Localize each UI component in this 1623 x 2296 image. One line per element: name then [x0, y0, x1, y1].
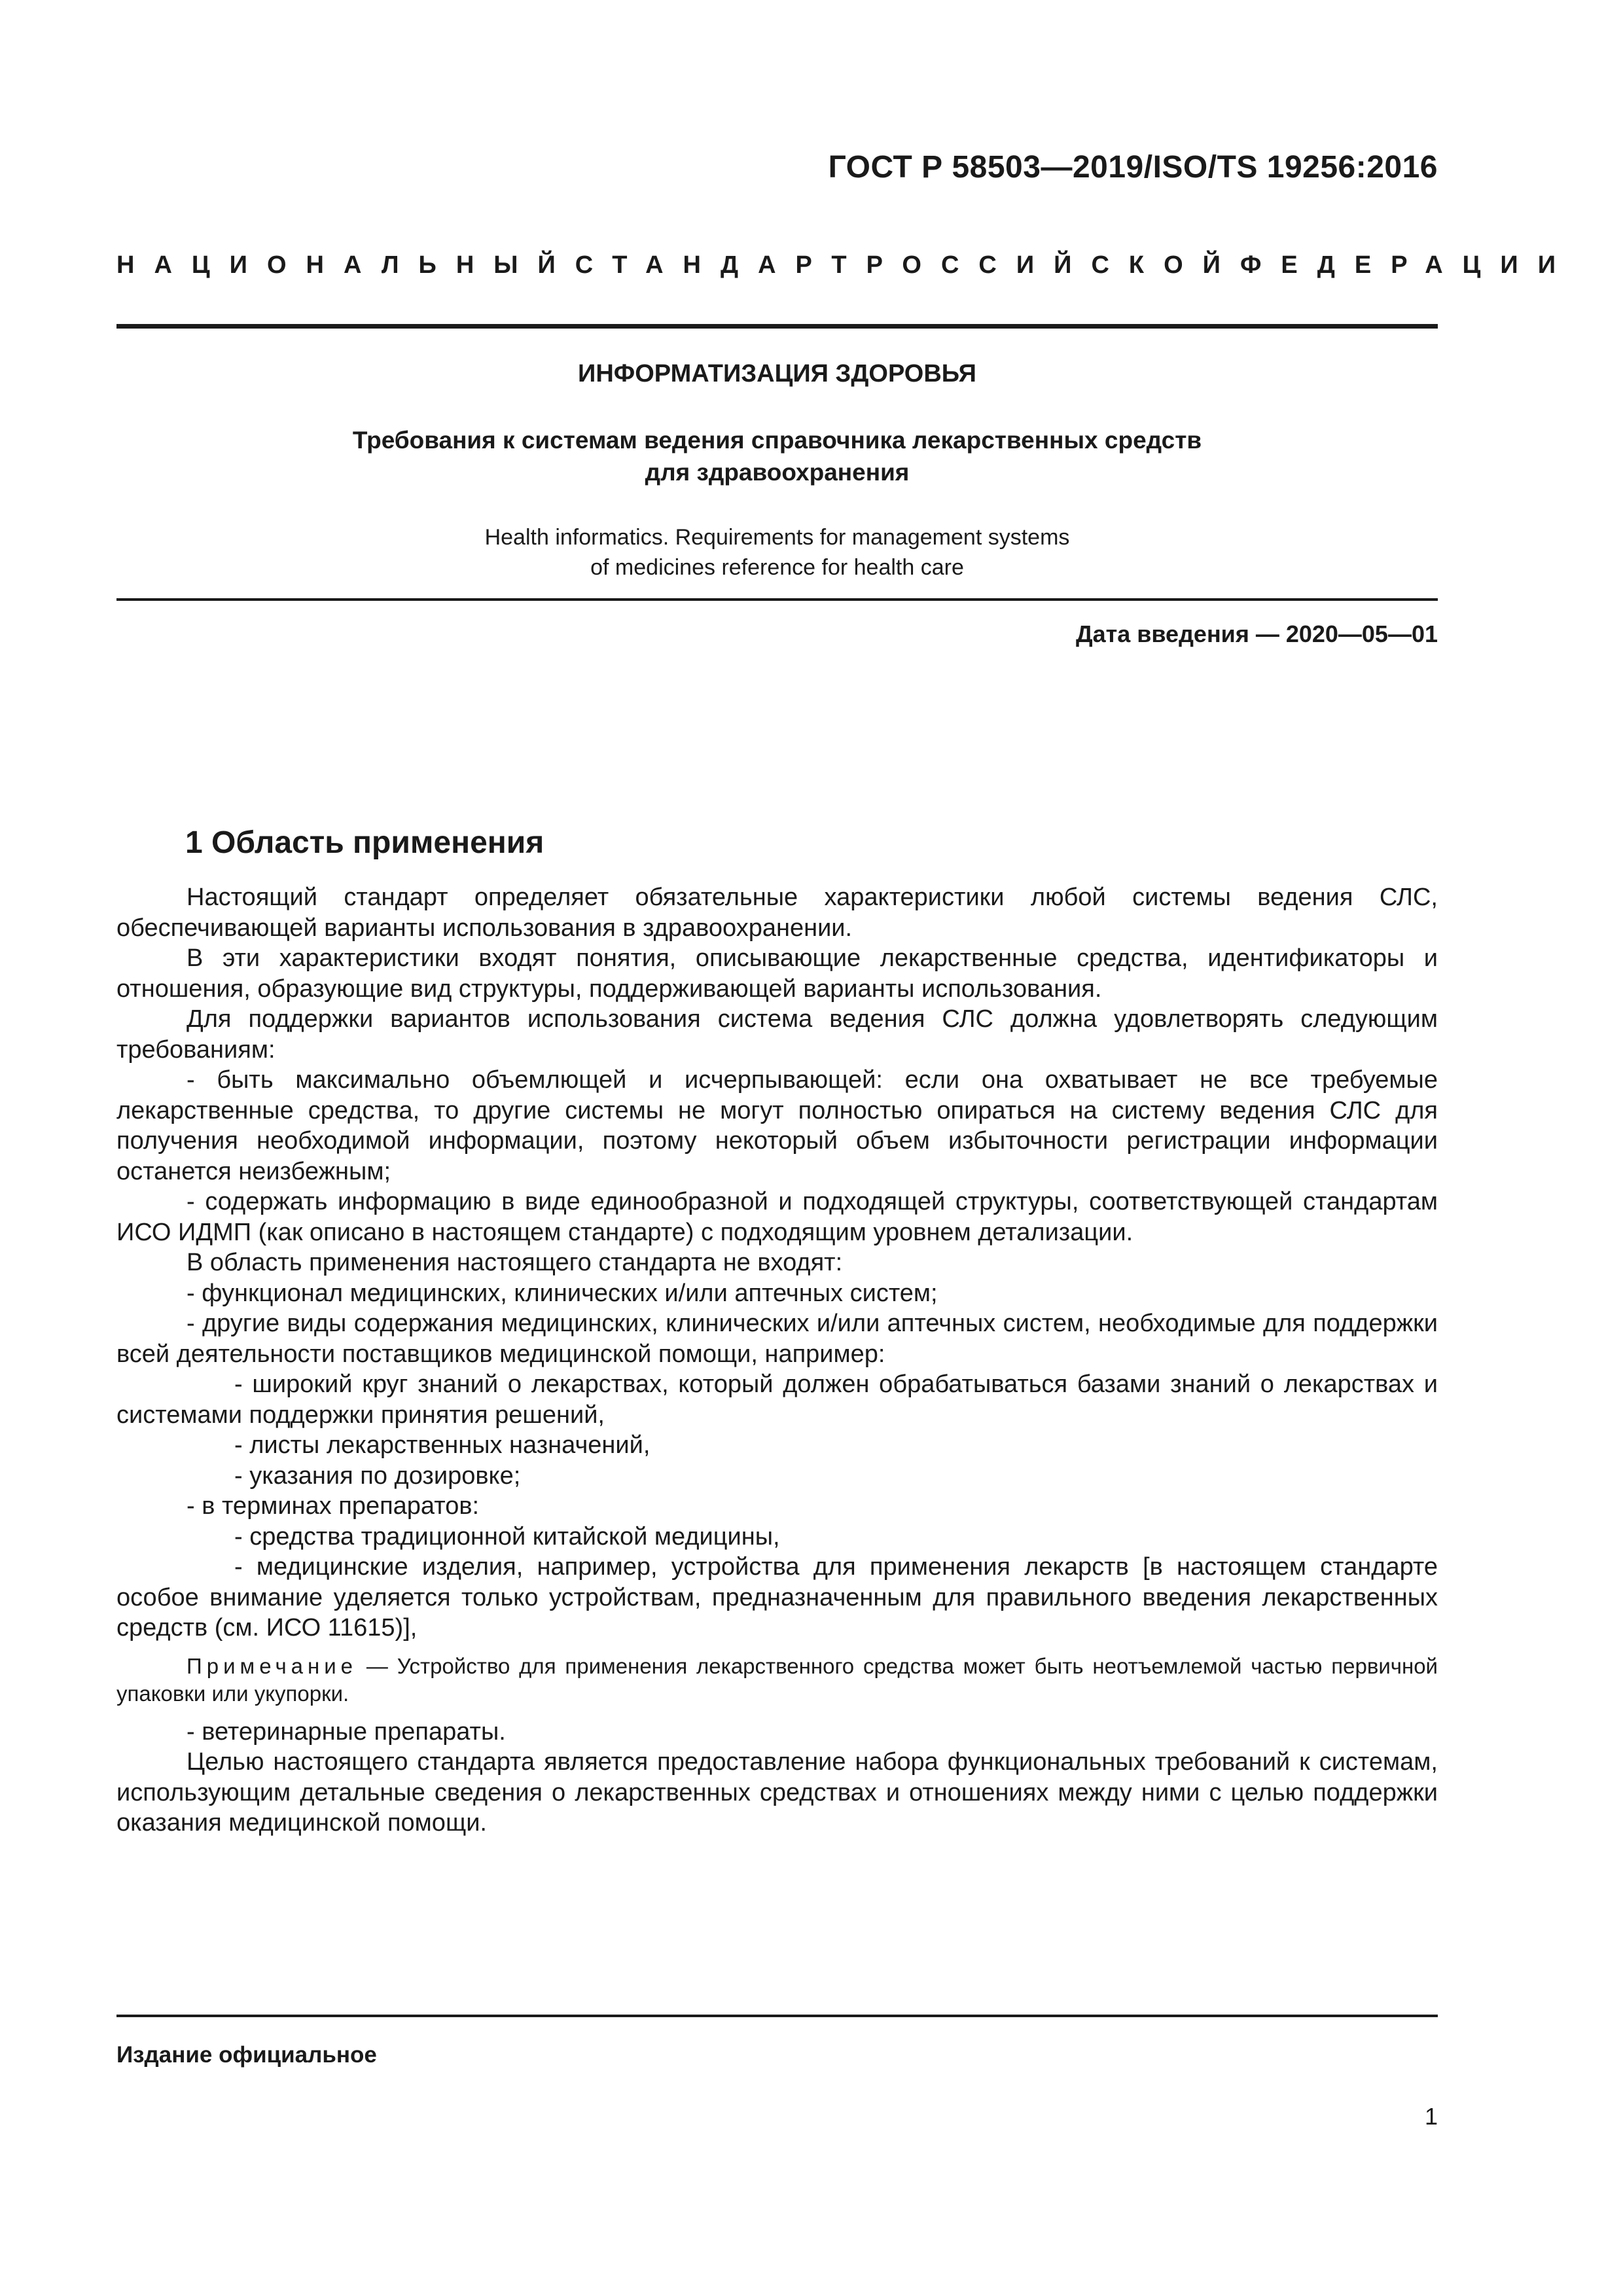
- paragraph: В эти характеристики входят понятия, описывающие лекарственные средства, идентификаторы и отношения, образующие вид структуры, поддерживающей варианты использования.: [116, 944, 1438, 1003]
- list-item: - широкий круг знаний о лекарствах, который должен обрабатываться базами знаний о лекарствах и системами поддержки принятия решений,: [116, 1371, 1438, 1429]
- header-divider: [116, 324, 1438, 329]
- list-item: - медицинские изделия, например, устройства для применения лекарств [в настоящем стандарте особое внимание уделяется только устройствам, предназначенным для правильного введения лекарственных средств (см. ИСО 11615)],: [116, 1553, 1438, 1641]
- title-divider: [116, 598, 1438, 601]
- english-title: [116, 522, 1438, 583]
- list-item: - быть максимально объемлющей и исчерпывающей: если она охватывает не все требуемые лекарственные средства, то другие системы не могут полностью опираться на систему ведения СЛС для получения необходимой информации, поэтому некоторый объем избыточности регистрации информации останется неизбежным;: [116, 1066, 1438, 1185]
- list-item: - листы лекарственных назначений,: [234, 1431, 651, 1459]
- paragraph: В область применения настоящего стандарта не входят:: [187, 1249, 843, 1276]
- english-title-line: Health informatics. Requirements for management systems: [484, 525, 1070, 550]
- note: [116, 1653, 1438, 1708]
- list-item: - другие виды содержания медицинских, клинических и/или аптечных систем, необходимые для поддержки всей деятельности поставщиков медицинской помощи, например:: [116, 1310, 1438, 1368]
- national-standard-word: НАЦИОНАЛЬНЫЙ: [116, 251, 575, 279]
- section-body: [116, 882, 1438, 1839]
- page-number: 1: [1424, 2103, 1438, 2130]
- national-standard-title: [116, 251, 1576, 279]
- paragraph: Целью настоящего стандарта является предоставление набора функциональных требований к системам, использующим детальные сведения о лекарственных средствах и отношениях между ними с целью поддержки оказания медицинской помощи.: [116, 1748, 1438, 1837]
- introduction-date: Дата введения — 2020—05—01: [1075, 620, 1438, 647]
- paragraph: Настоящий стандарт определяет обязательные характеристики любой системы ведения СЛС, обеспечивающей варианты использования в здравоохранении.: [116, 884, 1438, 942]
- official-edition-label: Издание официальное: [116, 2042, 377, 2068]
- subtitle-line: для здравоохранения: [645, 459, 910, 486]
- section-title: 1 Область применения: [185, 825, 544, 860]
- standard-number: ГОСТ Р 58503—2019/ISO/TS 19256:2016: [828, 150, 1438, 185]
- note-text: — Устройство для применения лекарственного средства может быть неотъемлемой частью первичной упаковки или укупорки.: [116, 1653, 1438, 1706]
- national-standard-word: РОССИЙСКОЙ: [866, 251, 1240, 279]
- document-subtitle: [116, 424, 1438, 488]
- footer-divider: [116, 2015, 1438, 2017]
- list-item: - ветеринарные препараты.: [187, 1717, 506, 1746]
- national-standard-word: СТАНДАРТ: [575, 251, 866, 279]
- subtitle-line: Требования к системам ведения справочника лекарственных средств: [352, 427, 1202, 454]
- paragraph: Для поддержки вариантов использования система ведения СЛС должна удовлетворять следующим требованиям:: [116, 1005, 1438, 1064]
- list-item: - указания по дозировке;: [234, 1462, 521, 1490]
- list-item: - содержать информацию в виде единообразной и подходящей структуры, соответствующей стандартам ИСО ИДМП (как описано в настоящем стандарте) с подходящим уровнем детализации.: [116, 1188, 1438, 1246]
- national-standard-word: ФЕДЕРАЦИИ: [1240, 251, 1576, 279]
- document-title: ИНФОРМАТИЗАЦИЯ ЗДОРОВЬЯ: [578, 360, 976, 387]
- note-label: Примечание: [187, 1653, 358, 1678]
- english-title-line: of medicines reference for health care: [590, 555, 964, 580]
- list-item: - функционал медицинских, клинических и/или аптечных систем;: [187, 1279, 938, 1307]
- list-item: - средства традиционной китайской медицины,: [234, 1522, 780, 1551]
- list-item: - в терминах препаратов:: [187, 1492, 480, 1520]
